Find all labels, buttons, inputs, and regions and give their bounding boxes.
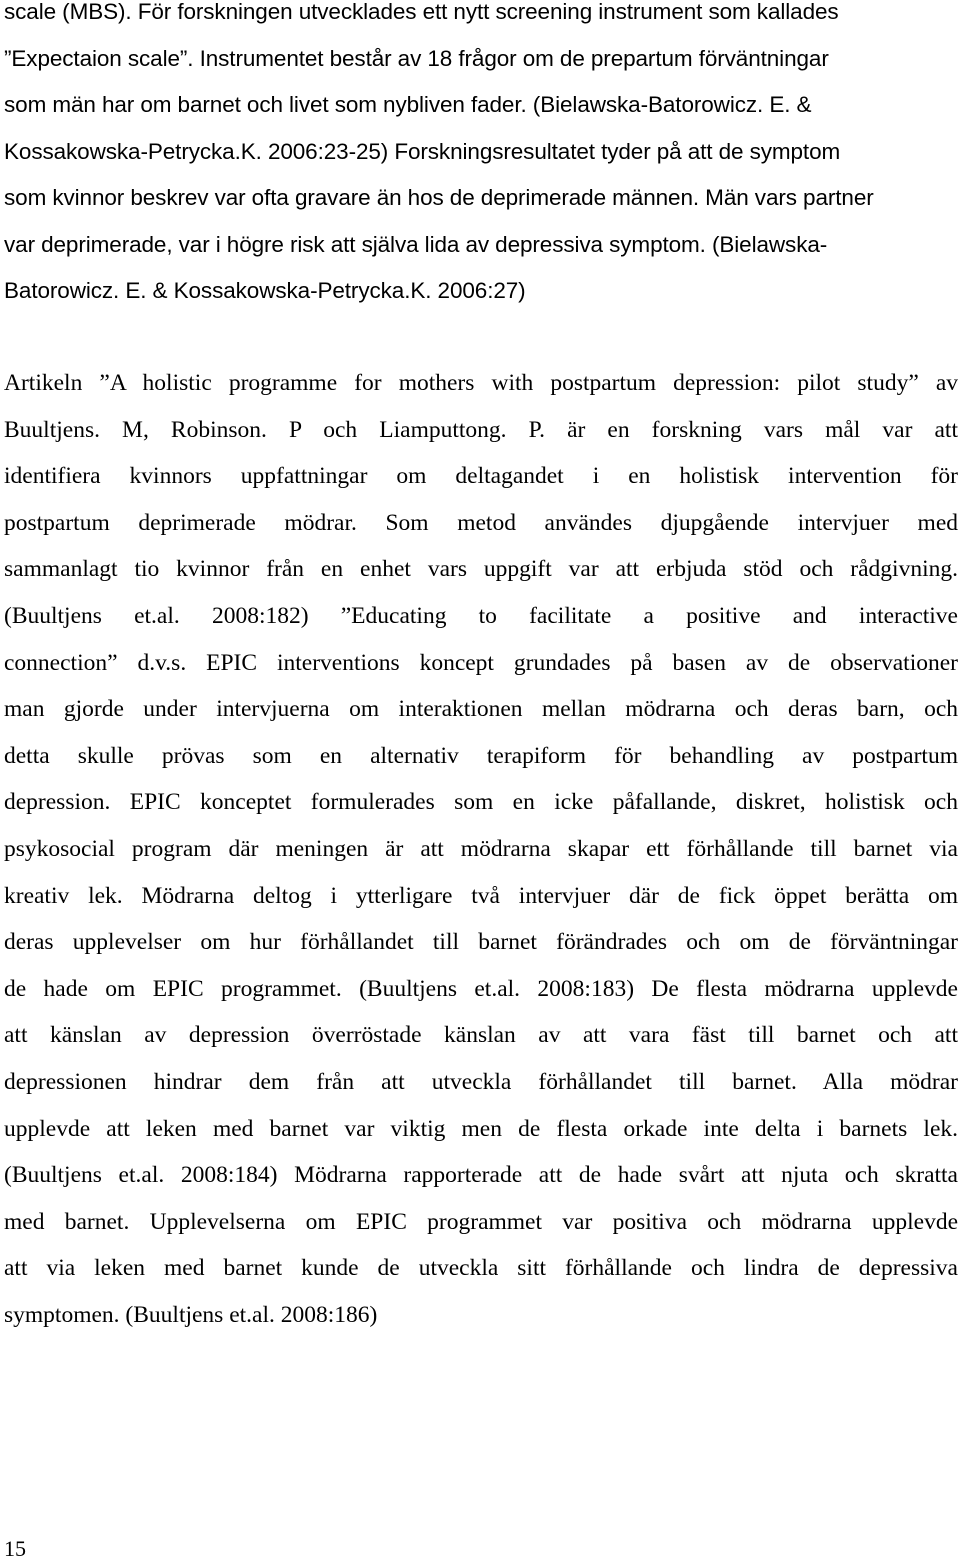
text-line: symptomen. (Buultjens et.al. 2008:186) bbox=[4, 1301, 378, 1328]
page-number: 15 bbox=[4, 1536, 26, 1561]
text-line: ”Expectaion scale”. Instrumentet består av 18 frågor om de prepartum förväntningar bbox=[4, 45, 829, 71]
text-line: (Buultjens et.al. 2008:184) Mödrarna rapporterade att de hade svårt att njuta och skratta bbox=[4, 1162, 958, 1189]
text-line: identifiera kvinnors uppfattningar om deltagandet i en holistisk intervention för bbox=[4, 463, 958, 490]
text-line: kreativ lek. Mödrarna deltog i ytterligare två intervjuer där de fick öppet berätta om bbox=[4, 882, 958, 909]
text-line: depressionen hindrar dem från att utveckla förhållandet till barnet. Alla mödrar bbox=[4, 1068, 958, 1095]
text-line: scale (MBS). För forskningen utvecklades ett nytt screening instrument som kallades bbox=[4, 0, 839, 24]
text-line: med barnet. Upplevelserna om EPIC programmet var positiva och mödrarna upplevde bbox=[4, 1208, 958, 1235]
text-line: Buultjens. M, Robinson. P och Liamputtong. P. är en forskning vars mål var att bbox=[4, 416, 958, 443]
text-line: depression. EPIC konceptet formulerades som en icke påfallande, diskret, holistisk och bbox=[4, 789, 958, 816]
text-line: var deprimerade, var i högre risk att själva lida av depressiva symptom. (Bielawska- bbox=[4, 231, 828, 257]
text-line: Batorowicz. E. & Kossakowska-Petrycka.K. 2006:27) bbox=[4, 278, 526, 303]
paragraph-2 bbox=[4, 360, 958, 1338]
text-line: man gjorde under intervjuerna om interaktionen mellan mödrarna och deras barn, och bbox=[4, 696, 958, 723]
paragraph-1 bbox=[4, 0, 948, 315]
text-line: sammanlagt tio kvinnor från en enhet vars uppgift var att erbjuda stöd och rådgivning. bbox=[4, 556, 958, 583]
text-line: postpartum deprimerade mödrar. Som metod användes djupgående intervjuer med bbox=[4, 509, 958, 536]
text-line: (Buultjens et.al. 2008:182) ”Educating to facilitate a positive and interactive bbox=[4, 602, 958, 629]
text-line: detta skulle prövas som en alternativ terapiform för behandling av postpartum bbox=[4, 742, 958, 769]
text-line: connection” d.v.s. EPIC interventions koncept grundades på basen av de observationer bbox=[4, 649, 958, 676]
text-line: att känslan av depression överröstade känslan av att vara fäst till barnet och att bbox=[4, 1022, 958, 1049]
text-line: som kvinnor beskrev var ofta gravare än hos de deprimerade männen. Män vars partner bbox=[4, 185, 874, 210]
text-line: Artikeln ”A holistic programme for mothers with postpartum depression: pilot study” av bbox=[4, 370, 958, 396]
text-line: som män har om barnet och livet som nybliven fader. (Bielawska-Batorowicz. E. & bbox=[4, 92, 812, 117]
text-line: att via leken med barnet kunde de utveckla sitt förhållande och lindra de depressiva bbox=[4, 1255, 958, 1282]
text-line: de hade om EPIC programmet. (Buultjens et.al. 2008:183) De flesta mödrarna upplevde bbox=[4, 975, 958, 1002]
text-line: psykosocial program där meningen är att mödrarna skapar ett förhållande till barnet via bbox=[4, 835, 958, 862]
text-line: deras upplevelser om hur förhållandet till barnet förändrades och om de förväntningar bbox=[4, 929, 958, 956]
text-line: Kossakowska-Petrycka.K. 2006:23-25) Forskningsresultatet tyder på att de symptom bbox=[4, 138, 841, 164]
text-line: upplevde att leken med barnet var viktig men de flesta orkade inte delta i barnets lek. bbox=[4, 1115, 958, 1142]
